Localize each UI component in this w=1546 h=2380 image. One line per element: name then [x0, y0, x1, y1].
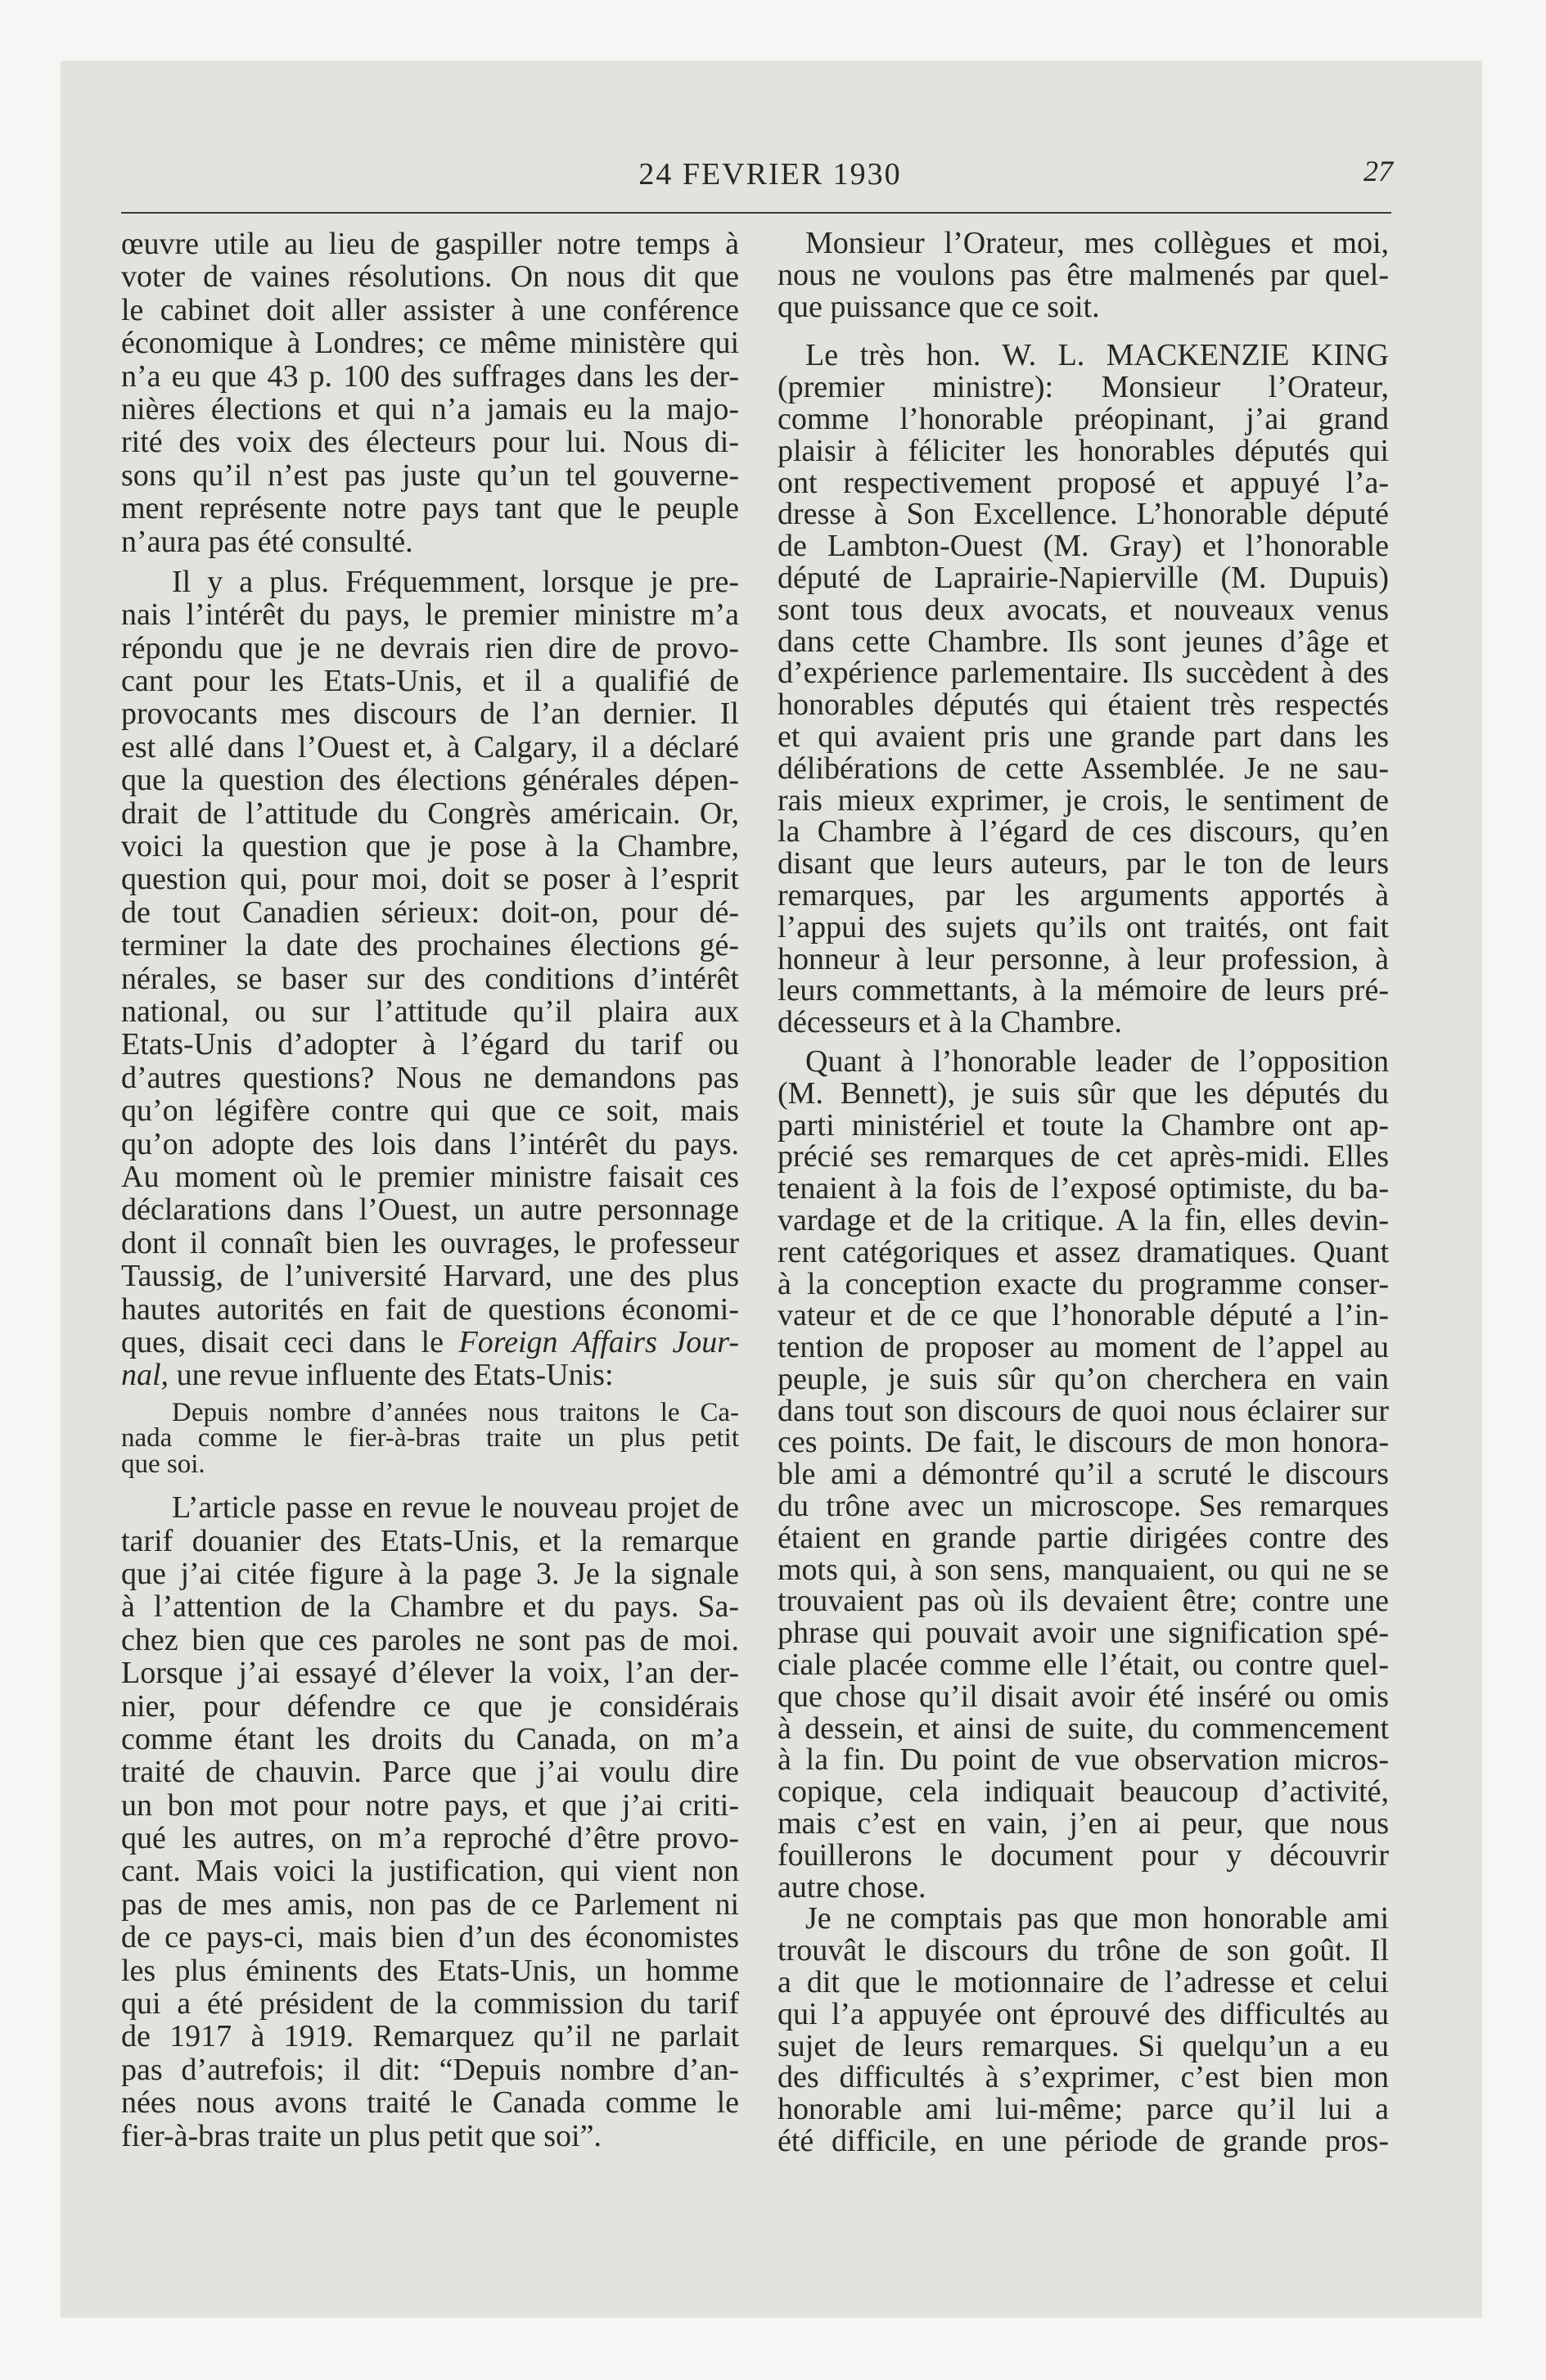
text-line: Taussig, de l’université Harvard, une des plus	[121, 1259, 739, 1294]
text-line: d’expérience parlementaire. Ils succèdent à des	[778, 656, 1389, 691]
text-line: député de Laprairie-Napierville (M. Dupuis)	[778, 560, 1389, 595]
text-line: vardage et de la critique. A la fin, elles devin-	[778, 1202, 1389, 1237]
text-line: à la conception exacte du programme conser-	[778, 1266, 1389, 1301]
text-line: remarques, par les arguments apportés à	[778, 877, 1389, 913]
text-line: voter de vaines résolutions. On nous dit que	[121, 259, 739, 295]
text-line	[121, 1359, 739, 1391]
text-line: sujet de leurs remarques. Si quelqu’un a eu	[778, 2028, 1389, 2063]
text-line: nérales, se baser sur des conditions d’intérêt	[121, 961, 739, 996]
text-line: Quant à l’honorable leader de l’opposition	[805, 1044, 1389, 1079]
text-line: vateur et de ce que l’honorable député a l’in-	[778, 1298, 1389, 1333]
text-line: à la fin. Du point de vue observation micros-	[778, 1742, 1389, 1778]
text-line: les plus éminents des Etats-Unis, un homme	[121, 1953, 739, 1988]
text-line: dresse à Son Excellence. L’honorable député	[778, 497, 1389, 532]
text-line: mots qui, à son sens, manquaient, ou qui ne se	[778, 1552, 1389, 1587]
text-line: dans cette Chambre. Ils sont jeunes d’âge et	[778, 624, 1389, 659]
text-line: comme étant les droits du Canada, on m’a	[121, 1721, 739, 1756]
text-line: Etats-Unis d’adopter à l’égard du tarif ou	[121, 1027, 739, 1062]
text-line: national, ou sur l’attitude qu’il plaira aux	[121, 994, 739, 1029]
text-line: Il y a plus. Fréquemment, lorsque je pre-	[172, 564, 739, 599]
paragraph	[121, 228, 739, 558]
text-line: du trône avec un microscope. Ses remarques	[778, 1489, 1389, 1524]
text-line: que la question des élections générales dépen-	[121, 763, 739, 798]
text-line: a dit que le motionnaire de l’adresse et celui	[778, 1965, 1389, 2000]
text-line: qui a été président de la commission du tarif	[121, 1986, 739, 2022]
text-segment: une revue influente des Etats-Unis:	[169, 1358, 614, 1393]
text-line: sons qu’il n’est pas juste qu’un tel gouverne-	[121, 458, 739, 493]
text-line: provocants mes discours de l’an dernier. Il	[121, 696, 739, 732]
paragraph	[121, 1491, 739, 2152]
text-line: de tout Canadien sérieux: doit-on, pour dé-	[121, 895, 739, 930]
text-line: Lorsque j’ai essayé d’élever la voix, l’an der-	[121, 1656, 739, 1691]
text-line: question qui, pour moi, doit se poser à l’esprit	[121, 862, 739, 897]
text-line: un bon mot pour notre pays, et que j’ai criti-	[121, 1787, 739, 1823]
text-line: n’a eu que 43 p. 100 des suffrages dans les der-	[121, 358, 739, 394]
text-line: qué les autres, on m’a reproché d’être provo-	[121, 1821, 739, 1856]
text-line: qui l’a appuyée ont éprouvé des difficultés au	[778, 1996, 1389, 2031]
text-line: délibérations de cette Assemblée. Je ne sau-	[778, 751, 1389, 786]
text-line: honorable ami lui-même; parce qu’il lui a	[778, 2092, 1389, 2127]
text-line: nada comme le fier-à-bras traite un plus petit	[121, 1423, 739, 1454]
text-line: est allé dans l’Ouest et, à Calgary, il a déclaré	[121, 729, 739, 764]
text-line: honneur à leur personne, à leur profession, à	[778, 941, 1389, 976]
text-line: ble ami a démontré qu’il a scruté le discours	[778, 1457, 1389, 1492]
text-line: pas de mes amis, non pas de ce Parlement ni	[121, 1886, 739, 1922]
text-line: n’aura pas été consulté.	[121, 524, 413, 559]
text-line: cant. Mais voici la justification, qui vient non	[121, 1854, 739, 1889]
text-line: décesseurs et à la Chambre.	[778, 1005, 1122, 1040]
text-line: été difficile, en une période de grande pros-	[778, 2124, 1389, 2159]
paragraph	[778, 1046, 1389, 1904]
block-quote	[121, 1397, 739, 1479]
text-line: mais c’est en vain, j’en ai peur, que nous	[778, 1806, 1389, 1841]
text-line: de ce pays-ci, mais bien d’un des économistes	[121, 1920, 739, 1955]
text-line: précié ses remarques de cet après-midi. Elles	[778, 1139, 1389, 1174]
text-line: phrase qui pouvait avoir une signification spé-	[778, 1616, 1389, 1651]
page-number: 27	[1363, 155, 1393, 187]
text-segment: ques, disait ceci dans le	[121, 1324, 459, 1359]
paragraph	[121, 566, 739, 1392]
text-line: de Lambton-Ouest (M. Gray) et l’honorable	[778, 529, 1389, 564]
page-date-header: 24 FEVRIER 1930	[638, 157, 902, 192]
text-line: que j’ai citée figure à la page 3. Je la signale	[121, 1556, 739, 1591]
text-line: ces points. De fait, le discours de mon honora-	[778, 1425, 1389, 1460]
text-line: (premier ministre): Monsieur l’Orateur,	[778, 370, 1389, 405]
text-line: voici la question que je pose à la Chambre,	[121, 829, 739, 864]
text-line: tention de proposer au moment de l’appel au	[778, 1330, 1389, 1365]
text-line: qu’on adopte des lois dans l’intérêt du pays.	[121, 1126, 739, 1161]
text-line: qu’on légifère contre qui que ce soit, mais	[121, 1093, 739, 1129]
text-line: honorables députés qui étaient très respectés	[778, 687, 1389, 723]
left-text-column	[121, 228, 739, 2152]
text-line: Monsieur l’Orateur, mes collègues et moi,	[805, 226, 1389, 260]
text-line: ont respectivement proposé et appuyé l’a-	[778, 465, 1389, 500]
text-line: trouvaient pas où ils devaient être; contre une	[778, 1584, 1389, 1619]
text-line: fouillerons le document pour y découvrir	[778, 1837, 1389, 1873]
text-line: chez bien que ces paroles ne sont pas de moi.	[121, 1622, 739, 1657]
text-line: pas d’autrefois; il dit: “Depuis nombre d’an-	[121, 2052, 739, 2087]
paragraph	[778, 228, 1389, 322]
text-line: d’autres questions? Nous ne demandons pas	[121, 1060, 739, 1095]
text-line: dans tout son discours de quoi nous éclairer sur	[778, 1393, 1389, 1428]
text-line: Je ne comptais pas que mon honorable ami	[805, 1901, 1389, 1936]
text-line: Au moment où le premier ministre faisait ces	[121, 1159, 739, 1194]
text-line: disant que leurs auteurs, par le ton de leurs	[778, 846, 1389, 881]
text-line: trouvât le discours du trône de son goût. Il	[778, 1933, 1389, 1968]
text-line: nier, pour défendre ce que je considérais	[121, 1688, 739, 1724]
text-line: plaisir à féliciter les honorables députés qui	[778, 433, 1389, 468]
text-line: œuvre utile au lieu de gaspiller notre temps à	[121, 227, 739, 261]
text-line: leurs commettants, à la mémoire de leurs pré-	[778, 973, 1389, 1008]
text-line: le cabinet doit aller assister à une conférence	[121, 292, 739, 327]
right-text-column	[778, 228, 1389, 2157]
text-line: à l’attention de la Chambre et du pays. Sa-	[121, 1589, 739, 1625]
text-line: économique à Londres; ce même ministère qui	[121, 326, 739, 361]
text-line: dont il connaît bien les ouvrages, le professeur	[121, 1225, 739, 1260]
text-line: que chose qu’il disait avoir été inséré ou omis	[778, 1679, 1389, 1714]
text-line: l’appui des sujets qu’ils ont traités, ont fait	[778, 909, 1389, 944]
text-line: rais mieux exprimer, je crois, le sentiment de	[778, 782, 1389, 818]
text-line: rent catégoriques et assez dramatiques. Quant	[778, 1234, 1389, 1269]
text-line: fier-à-bras traite un plus petit que soi”.	[121, 2118, 602, 2153]
text-line: et qui avaient pris une grande part dans les	[778, 719, 1389, 754]
text-line: rité des voix des électeurs pour lui. Nous di-	[121, 425, 739, 460]
italic-title-text: nal,	[121, 1358, 169, 1393]
text-line: déclarations dans l’Ouest, un autre personnage	[121, 1192, 739, 1228]
text-line: tenaient à la fois de l’exposé optimiste, du ba-	[778, 1171, 1389, 1206]
text-line: à dessein, et ainsi de suite, du commencement	[778, 1711, 1389, 1746]
text-line: de 1917 à 1919. Remarquez qu’il ne parlait	[121, 2019, 739, 2054]
text-line: traité de chauvin. Parce que j’ai voulu dire	[121, 1755, 739, 1790]
text-line: autre chose.	[778, 1869, 926, 1904]
text-line: la Chambre à l’égard de ces discours, qu’en	[778, 814, 1389, 850]
text-line: L’article passe en revue le nouveau projet de	[172, 1490, 739, 1526]
text-line: cant pour les Etats-Unis, et il a qualifié de	[121, 664, 739, 699]
text-line: que soi.	[121, 1449, 205, 1479]
text-line: drait de l’attitude du Congrès américain. Or,	[121, 796, 739, 831]
text-line: hautes autorités en fait de questions économi-	[121, 1291, 739, 1327]
text-line: (M. Bennett), je suis sûr que les députés du	[778, 1075, 1389, 1111]
text-line: répondu que je ne devrais rien dire de provo-	[121, 630, 739, 665]
text-line: copique, cela indiquait beaucoup d’activité,	[778, 1774, 1389, 1810]
text-line: comme l’honorable préopinant, j’ai grand	[778, 401, 1389, 436]
text-line: étaient en grande partie dirigées contre des	[778, 1520, 1389, 1555]
paragraph	[778, 1903, 1389, 2157]
text-line: que puissance que ce soit.	[778, 289, 1100, 324]
text-line: tarif douanier des Etats-Unis, et la remarque	[121, 1523, 739, 1558]
text-line: terminer la date des prochaines élections gé-	[121, 928, 739, 963]
text-line: nais l’intérêt du pays, le premier ministre m’a	[121, 597, 739, 633]
text-line: Depuis nombre d’années nous traitons le Ca-	[172, 1397, 739, 1427]
text-line: nières élections et qui n’a jamais eu la majo-	[121, 391, 739, 426]
text-line: sont tous deux avocats, et nouveaux venus	[778, 592, 1389, 627]
text-line: ment représente notre pays tant que le peuple	[121, 491, 739, 526]
text-line: parti ministériel et toute la Chambre ont ap-	[778, 1107, 1389, 1143]
header-rule	[121, 212, 1391, 214]
text-line: ciale placée comme elle l’était, ou contre quel-	[778, 1648, 1389, 1683]
paragraph	[778, 340, 1389, 1039]
italic-title-text: Foreign Affairs Jour-	[458, 1324, 739, 1359]
text-line: peuple, je suis sûr qu’on cherchera en vain	[778, 1361, 1389, 1396]
text-line: des difficultés à s’exprimer, c’est bien mon	[778, 2060, 1389, 2095]
text-line: Le très hon. W. L. MACKENZIE KING	[805, 338, 1389, 373]
text-line: nées nous avons traité le Canada comme le	[121, 2085, 739, 2121]
text-line	[121, 1326, 739, 1359]
text-line: nous ne voulons pas être malmenés par quel-	[778, 257, 1389, 292]
